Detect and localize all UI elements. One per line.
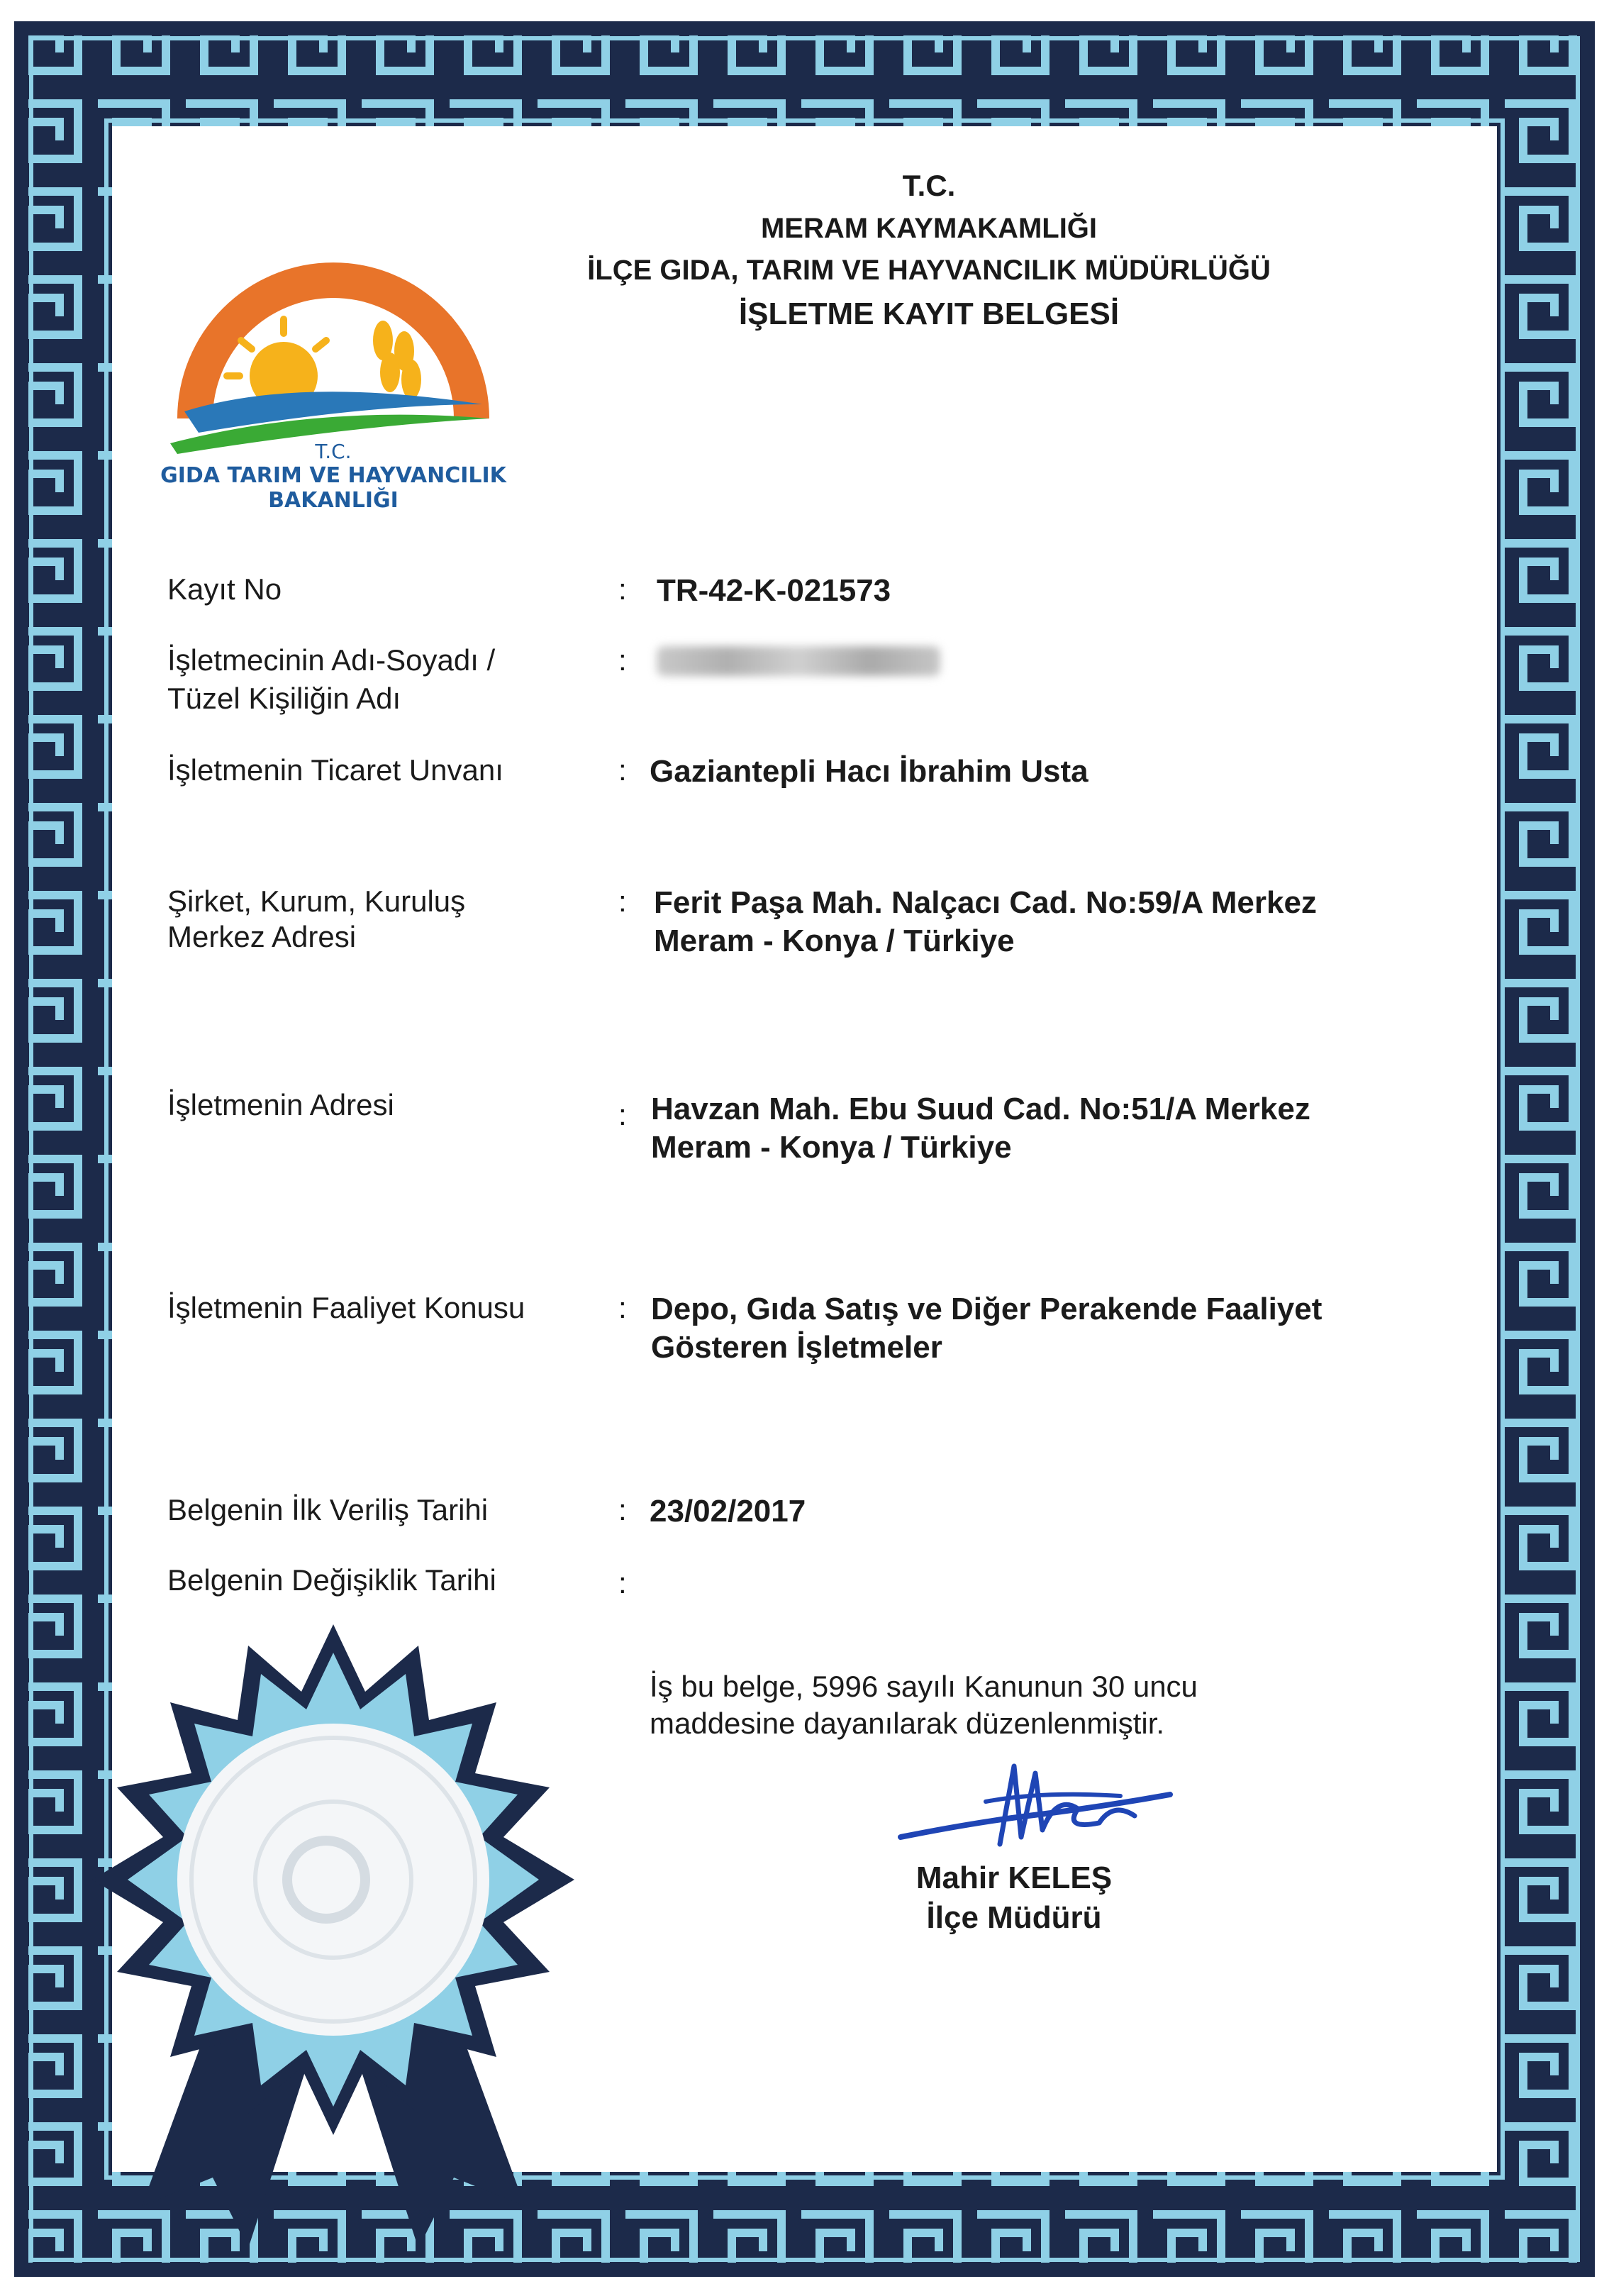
field-colon: : (618, 1291, 627, 1324)
field-value-line-1: Ferit Paşa Mah. Nalçacı Cad. No:59/A Merkez (654, 885, 1317, 920)
field-colon: : (618, 1098, 627, 1131)
header-tc: T.C. (902, 169, 956, 202)
field-value: TR-42-K-021573 (657, 573, 891, 608)
field-colon: : (618, 753, 627, 787)
ministry-logo-text (135, 440, 532, 513)
field-value-line-2: Meram - Konya / Türkiye (654, 924, 1015, 958)
handwritten-signature (886, 1752, 1184, 1865)
header-kaymakamlik: MERAM KAYMAKAMLIĞI (760, 213, 1098, 244)
field-label-line-2: Merkez Adresi (167, 920, 357, 953)
field-colon: : (618, 1493, 627, 1526)
field-label: Kayıt No (167, 572, 282, 606)
signer-block (844, 1858, 1184, 1938)
field-value: 23/02/2017 (650, 1494, 806, 1529)
signer-name: Mahir KELEŞ (915, 1860, 1113, 1895)
field-value-line-1: Havzan Mah. Ebu Suud Cad. No:51/A Merkez (651, 1092, 1310, 1126)
field-value-line-2: Gösteren İşletmeler (651, 1330, 942, 1365)
field-value-line-1: Depo, Gıda Satış ve Diğer Perakende Faaliyet (651, 1292, 1323, 1326)
field-label-line-1: İşletmecinin Adı-Soyadı / (167, 643, 496, 677)
field-colon: : (618, 1566, 627, 1599)
field-label: İşletmenin Adresi (167, 1088, 394, 1121)
header-mudurluk: İLÇE GIDA, TARIM VE HAYVANCILIK MÜDÜRLÜĞÜ (587, 255, 1271, 286)
logo-line-3: BAKANLIĞI (268, 488, 399, 513)
field-label: Belgenin Değişiklik Tarihi (167, 1563, 496, 1597)
logo-line-1: T.C. (315, 440, 352, 463)
legal-note-line-1: İş bu belge, 5996 sayılı Kanunun 30 uncu (650, 1670, 1198, 1703)
field-label-line-2: Tüzel Kişiliğin Adı (167, 682, 401, 715)
logo-line-2: GIDA TARIM VE HAYVANCILIK (160, 463, 506, 488)
field-colon: : (618, 884, 627, 918)
field-colon: : (618, 643, 627, 677)
field-label-line-1: Şirket, Kurum, Kuruluş (167, 884, 466, 918)
document-header (468, 169, 1390, 332)
legal-note (650, 1668, 1359, 1742)
field-label: İşletmenin Faaliyet Konusu (167, 1291, 525, 1324)
field-value-line-2: Meram - Konya / Türkiye (651, 1130, 1012, 1165)
field-value: Gaziantepli Hacı İbrahim Usta (650, 754, 1089, 789)
field-label: Belgenin İlk Veriliş Tarihi (167, 1493, 489, 1526)
legal-note-line-2: maddesine dayanılarak düzenlenmiştir. (650, 1707, 1165, 1740)
field-label: İşletmenin Ticaret Unvanı (167, 753, 503, 787)
rosette-seal (78, 1624, 589, 2248)
document-title: İŞLETME KAYIT BELGESİ (738, 296, 1120, 331)
field-colon: : (618, 572, 627, 606)
signer-title: İlçe Müdürü (926, 1900, 1102, 1935)
redacted-name (657, 646, 940, 676)
